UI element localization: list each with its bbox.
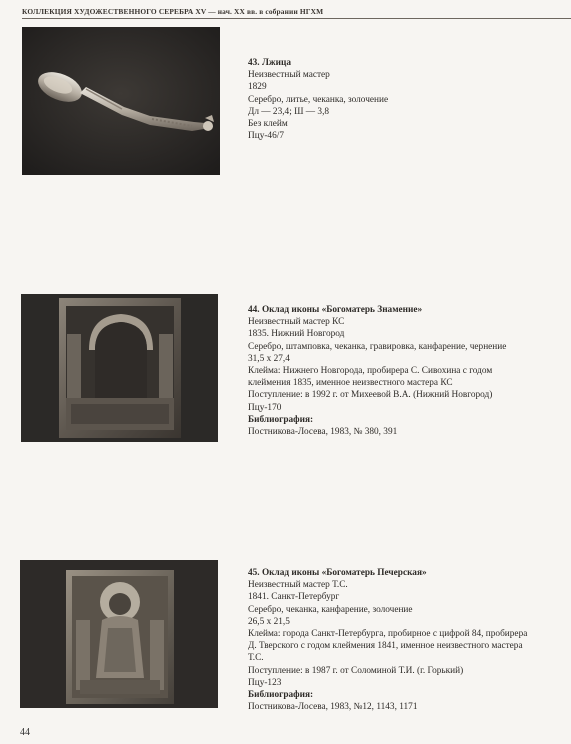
entry-line: Поступление: в 1992 г. от Михеевой В.А. (Нижний Новгород) — [248, 390, 493, 401]
entry-line: Пцу-123 — [248, 677, 282, 688]
entry-line: Т.С. — [248, 653, 264, 664]
oklad-znamenie-photo — [21, 294, 218, 442]
entry-line: Пцу-46/7 — [248, 131, 284, 142]
page-number: 44 — [20, 727, 30, 738]
oklad-pecherskaya-image — [20, 560, 218, 708]
entry-line: 1829 — [248, 82, 267, 93]
catalog-entry-43 — [248, 57, 571, 142]
oklad-znamenie-image — [21, 294, 218, 442]
entry-title: 45. Оклад иконы «Богоматерь Печерская» — [248, 568, 427, 578]
entry-line: 1841. Санкт-Петербург — [248, 592, 340, 603]
entry-line: Д. Тверского с годом клеймения 1841, именное неизвестного мастера — [248, 641, 523, 652]
entry-line: Серебро, штамповка, чеканка, гравировка, канфарение, чернение — [248, 341, 507, 352]
entry-line: Неизвестный мастер КС — [248, 317, 345, 328]
entry-line: Клейма: Нижнего Новгорода, пробирера С. Сивохина с годом — [248, 366, 493, 377]
bibliography-heading: Библиография: — [248, 414, 314, 425]
entry-line: Неизвестный мастер — [248, 70, 330, 81]
header-rule — [22, 18, 571, 19]
bibliography-heading: Библиография: — [248, 690, 314, 701]
running-header: КОЛЛЕКЦИЯ ХУДОЖЕСТВЕННОГО СЕРЕБРА XV — нач. XX вв. в собрании НГХМ — [22, 7, 324, 16]
entry-line: 31,5 х 27,4 — [248, 353, 290, 364]
spoon-image — [22, 27, 220, 175]
entry-line: Серебро, чеканка, канфарение, золочение — [248, 604, 413, 615]
entry-line: Без клейм — [248, 119, 288, 130]
entry-line: клеймения 1835, именное неизвестного мастера КС — [248, 378, 453, 389]
entry-line: Постникова-Лосева, 1983, № 380, 391 — [248, 427, 398, 438]
entry-line: 1835. Нижний Новгород — [248, 329, 345, 340]
entry-line: 26,5 х 21,5 — [248, 616, 290, 627]
entry-line: Поступление: в 1987 г. от Соломиной Т.И. (г. Горький) — [248, 665, 464, 676]
oklad-pecherskaya-photo — [20, 560, 218, 708]
entry-line: Пцу-170 — [248, 402, 282, 413]
entry-line: Постникова-Лосева, 1983, №12, 1143, 1171 — [248, 702, 418, 713]
catalog-entry-45 — [248, 567, 571, 713]
entry-title: 44. Оклад иконы «Богоматерь Знамение» — [248, 305, 423, 315]
entry-title: 43. Лжица — [248, 58, 291, 68]
entry-line: Неизвестный мастер Т.С. — [248, 580, 348, 591]
entry-line: Клейма: города Санкт-Петербурга, пробирное с цифрой 84, пробирера — [248, 629, 528, 640]
entry-line: Серебро, литье, чеканка, золочение — [248, 94, 389, 105]
entry-line: Дл — 23,4; Ш — 3,8 — [248, 106, 330, 117]
catalog-entry-44 — [248, 304, 571, 438]
spoon-photo — [22, 27, 220, 175]
